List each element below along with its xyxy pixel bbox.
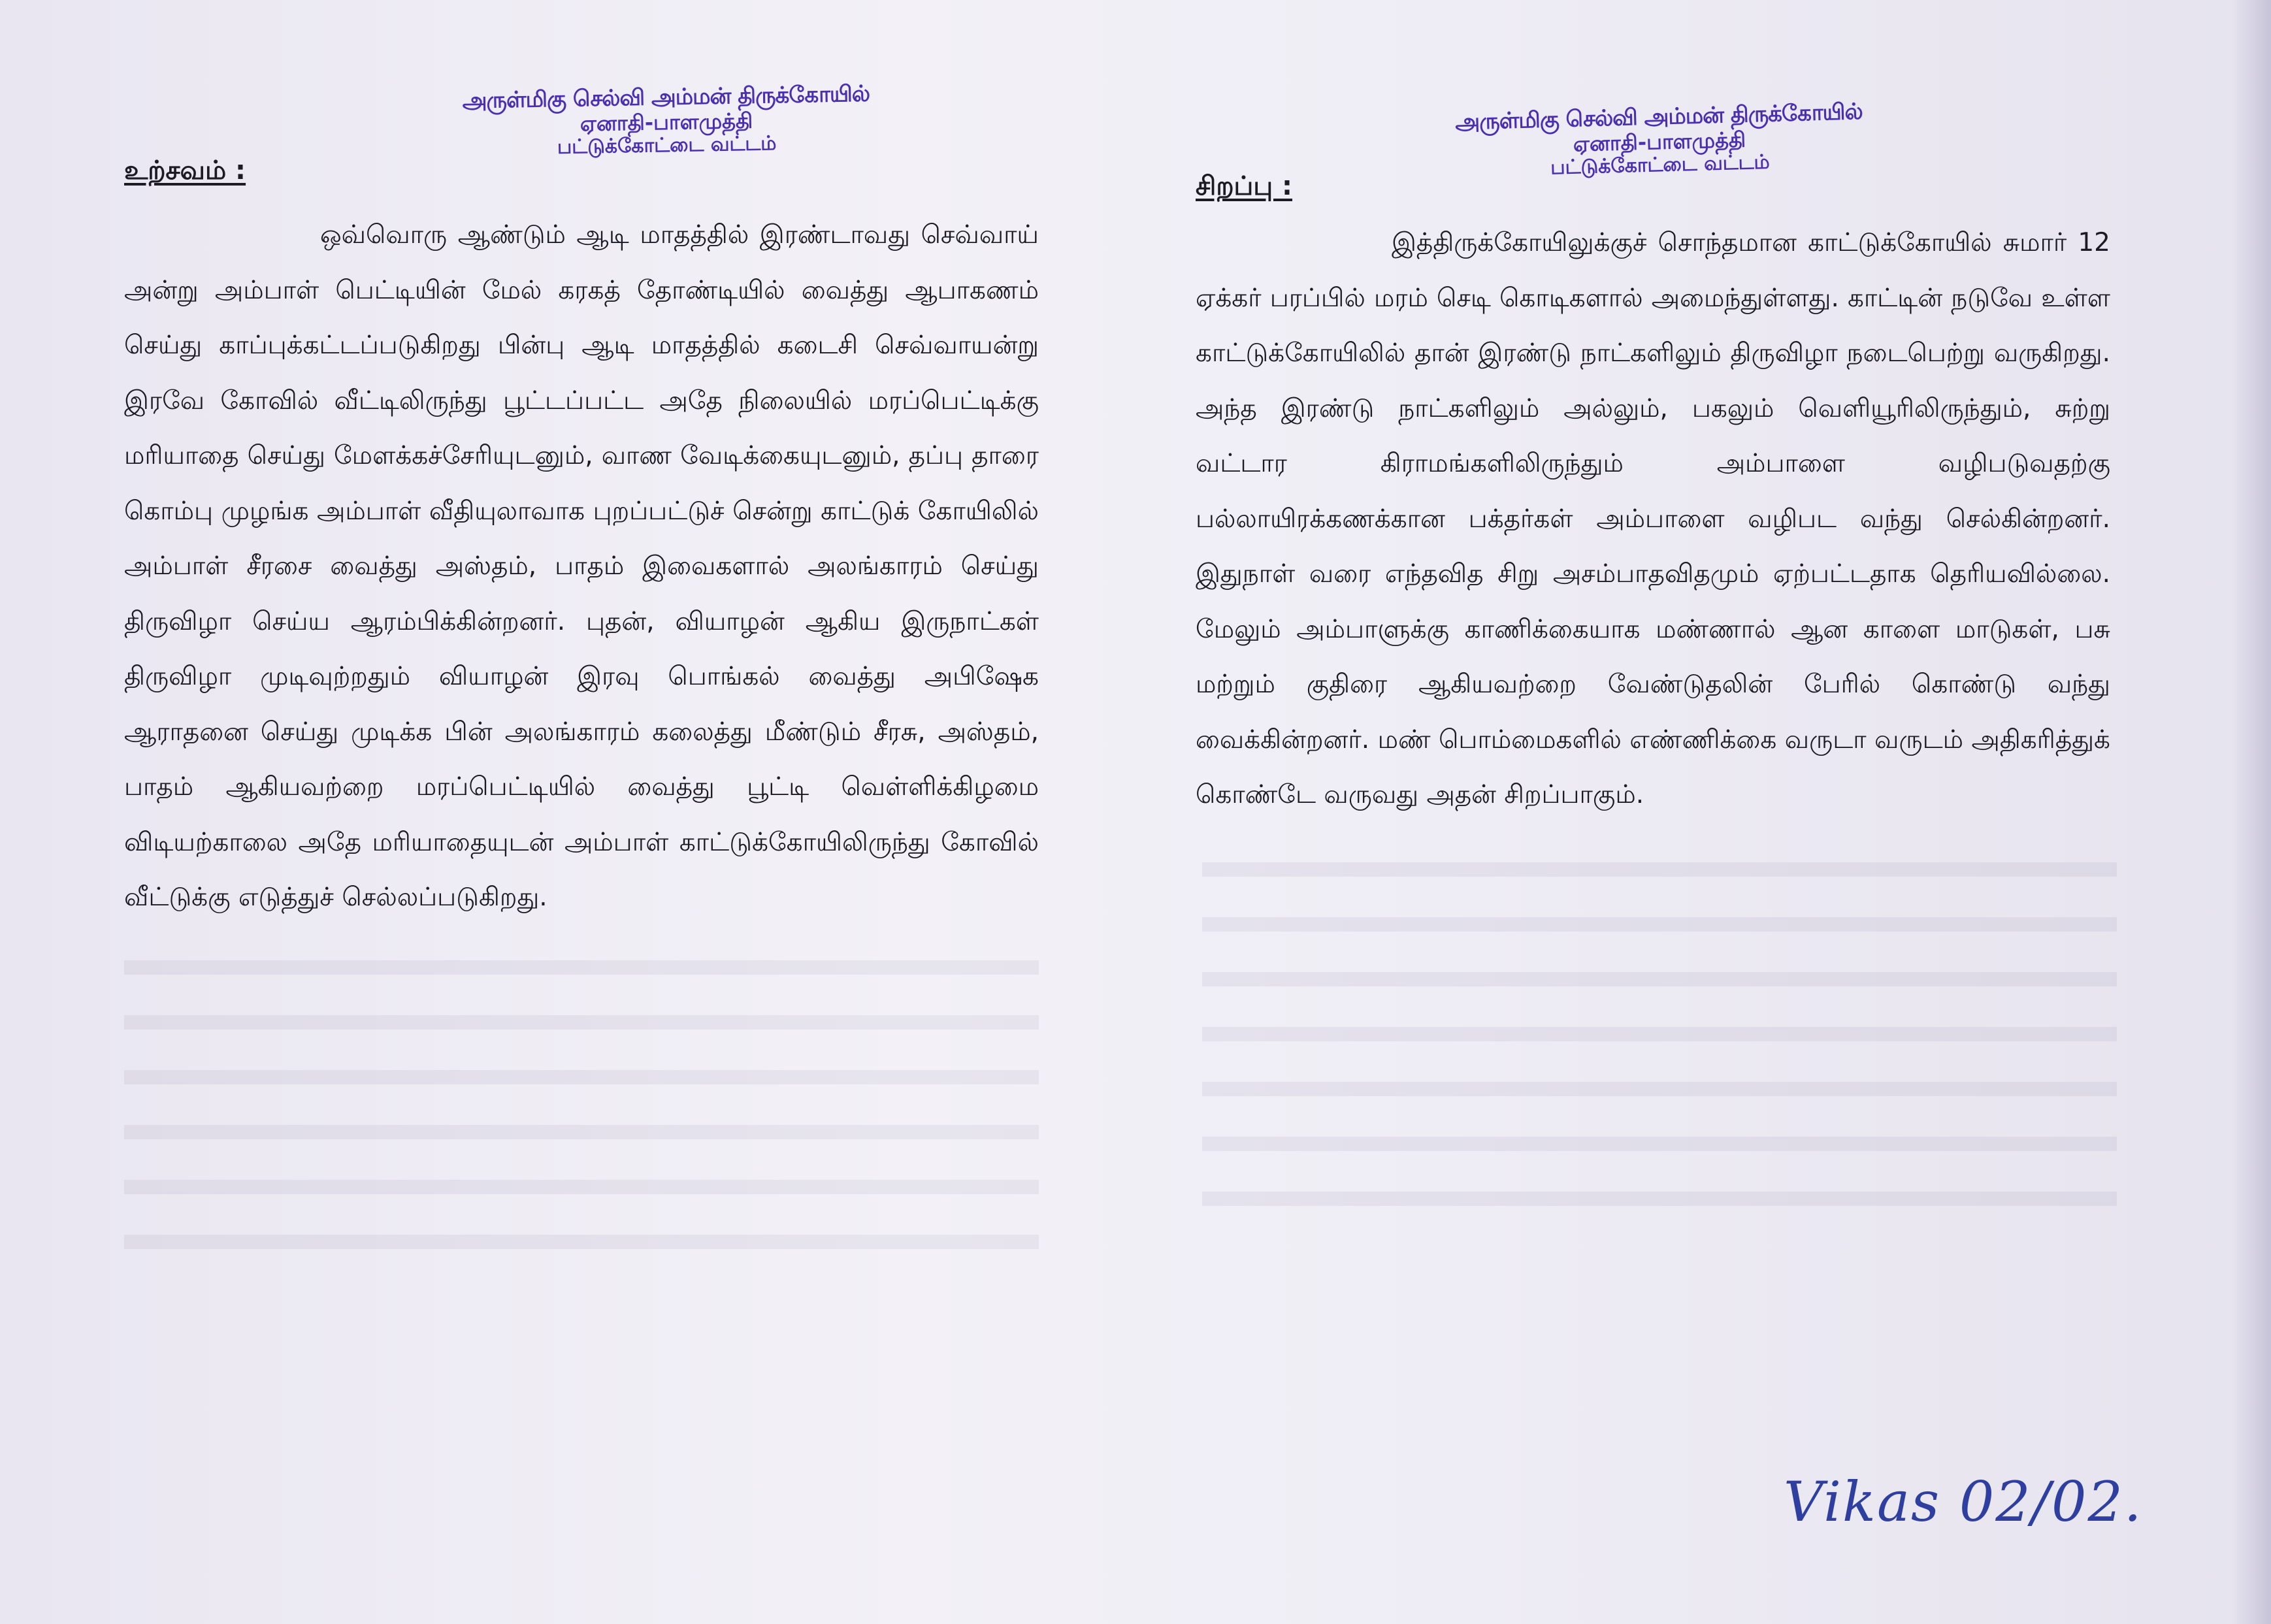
stamp-line: அருள்மிகு செல்வி அம்மன் திருக்கோயில் — [1454, 98, 1863, 136]
stamp-line: அருள்மிகு செல்வி அம்மன் திருக்கோயில் — [462, 80, 870, 114]
temple-seal-stamp — [457, 81, 876, 161]
handwritten-signature: Vikas 02/02. — [1784, 1470, 2143, 1534]
page-edge-shadow — [2232, 0, 2271, 1624]
festival-paragraph: ஒவ்வொரு ஆண்டும் ஆடி மாதத்தில் இரண்டாவது செவ்வாய் அன்று அம்பாள் பெட்டியின் மேல் கரகத் தோண்டியில் வைத்து ஆபாகணம் செய்து காப்புக்கட்டப்படுகிறது பின்பு ஆடி மாதத்தில் கடைசி செவ்வாயன்று இரவே கோவில் வீட்டிலிருந்து பூட்டப்பட்ட அதே நிலையில் மரப்பெட்டிக்கு மரியாதை செய்து மேளக்கச்சேரியுடனும், வாண வேடிக்கையுடனும், தப்பு தாரை கொம்பு முழங்க அம்பாள் வீதியுலாவாக புறப்பட்டுச் சென்று காட்டுக் கோயிலில் அம்பாள் சீரசை வைத்து அஸ்தம், பாதம் இவைகளால் அலங்காரம் செய்து திருவிழா செய்ய ஆரம்பிக்கின்றனர். புதன், வியாழன் ஆகிய இருநாட்கள் திருவிழா முடிவுற்றதும் வியாழன் இரவு பொங்கல் வைத்து அபிஷேக ஆராதனை செய்து முடிக்க பின் அலங்காரம் கலைத்து மீண்டும் சீரசு, அஸ்தம், பாதம் ஆகியவற்றை மரப்பெட்டியில் வைத்து பூட்டி வெள்ளிக்கிழமை விடியற்காலை அதே மரியாதையுடன் அம்பாள் காட்டுக்கோயிலிருந்து கோவில் வீட்டுக்கு எடுத்துச் செல்லப்படுகிறது. — [124, 220, 1039, 912]
stamp-line: பட்டுக்கோட்டை வட்டம் — [557, 131, 777, 159]
bleed-through-text — [1202, 862, 2117, 1228]
temple-seal-stamp — [1450, 99, 1870, 182]
section-heading-speciality: சிறப்பு : — [1196, 171, 1293, 201]
stamp-line: பட்டுக்கோட்டை வட்டம் — [1550, 150, 1771, 180]
speciality-paragraph: இத்திருக்கோயிலுக்குச் சொந்தமான காட்டுக்கோயில் சுமார் 12 ஏக்கர் பரப்பில் மரம் செடி கொடிகளால் அமைந்துள்ளது. காட்டின் நடுவே உள்ள காட்டுக்கோயிலில் தான் இரண்டு நாட்களிலும் திருவிழா நடைபெற்று வருகிறது. அந்த இரண்டு நாட்களிலும் அல்லும், பகலும் வெளியூரிலிருந்தும், சுற்று வட்டார கிராமங்களிலிருந்தும் அம்பாளை வழிபடுவதற்கு பல்லாயிரக்கணக்கான பக்தர்கள் அம்பாளை வழிபட வந்து செல்கின்றனர். இதுநாள் வரை எந்தவித சிறு அசம்பாதவிதமும் ஏற்பட்டதாக தெரியவில்லை. மேலும் அம்பாளுக்கு காணிக்கையாக மண்ணால் ஆன காளை மாடுகள், பசு மற்றும் குதிரை ஆகியவற்றை வேண்டுதலின் பேரில் கொண்டு வந்து வைக்கின்றனர். மண் பொம்மைகளில் எண்ணிக்கை வருடா வருடம் அதிகரித்துக் கொண்டே வருவது அதன் சிறப்பாகும். — [1196, 228, 2110, 809]
section-heading-festival: உற்சவம் : — [124, 155, 246, 186]
stamp-line: ஏனாதி-பாளமுத்தி — [580, 108, 753, 137]
stamp-line: ஏனாதி-பாளமுத்தி — [1573, 127, 1746, 157]
bleed-through-text — [124, 960, 1039, 1274]
